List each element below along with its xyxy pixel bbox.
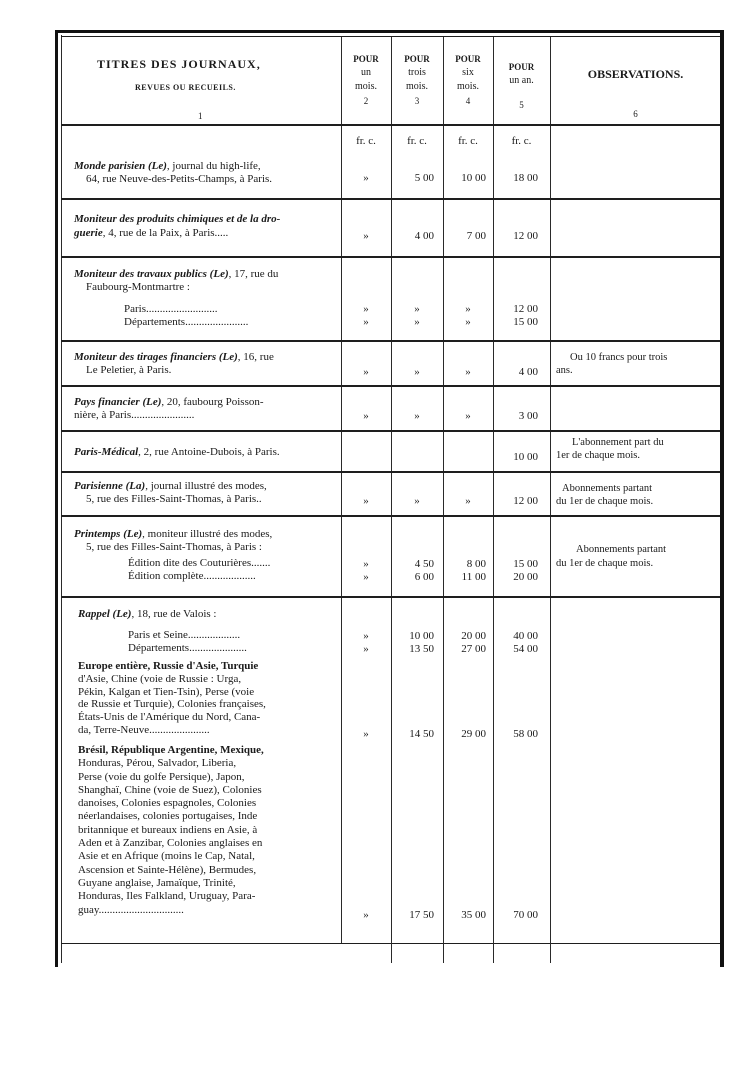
col5-header: POUR un an. 5 [508,62,535,110]
row-rule [61,256,720,258]
rappel-sub2-c2: » [363,643,369,655]
rappel-sub2-c5: 54 00 [513,643,538,655]
europe-c5: 58 00 [513,728,538,740]
row-rule [61,515,720,517]
parisienne-c4: » [465,495,471,507]
entry-trav-line1: Moniteur des travaux publics (Le), 17, rue du [74,268,279,280]
rappel-sub1-c5: 40 00 [513,630,538,642]
entry-printemps-sub1: Édition dite des Couturières....... [128,557,271,569]
row-rule [61,385,720,387]
monde-c5: 18 00 [513,172,538,184]
parismed-c5: 10 00 [513,451,538,463]
entry-tir-line1: Moniteur des tirages financiers (Le), 16, rue [74,351,274,363]
entry-parismed-line1: Paris-Médical, 2, rue Antoine-Dubois, à Paris. [74,446,280,458]
tir-obs1: Ou 10 francs pour trois [570,352,668,363]
chim-c5: 12 00 [513,230,538,242]
entry-trav-sub2: Départements....................... [124,316,249,328]
tir-c5: 4 00 [518,366,538,378]
parismed-obs2: 1er de chaque mois. [556,450,640,461]
chim-c3: 4 00 [414,230,434,242]
left-border [55,31,58,967]
bresil-c4: 35 00 [461,909,486,921]
entry-printemps-line1: Printemps (Le), moniteur illustré des modes, [74,528,273,540]
trav-sub2-c2: » [363,316,369,328]
printemps-obs2: du 1er de chaque mois. [556,558,654,569]
rappel-sub1-c4: 20 00 [461,630,486,642]
monde-c2: » [363,172,369,184]
tir-c3: » [414,366,420,378]
printemps-sub1-c5: 15 00 [513,558,538,570]
entry-pays-line2: nière, à Paris....................... [74,409,195,421]
parisienne-c2: » [363,495,369,507]
entry-chim-line1: Moniteur des produits chimiques et de la dro- [74,213,281,225]
rappel-sub1-c2: » [363,630,369,642]
parisienne-obs2: du 1er de chaque mois. [556,496,654,507]
trav-sub2-c4: » [465,316,471,328]
printemps-sub1-c2: » [363,558,369,570]
unit-col5: fr. c. [511,135,532,147]
right-border [720,31,724,967]
trav-sub1-c2: » [363,303,369,315]
printemps-sub2-c3: 6 00 [414,571,434,583]
printemps-sub2-c4: 11 00 [461,571,486,583]
rappel-bresil-block: Brésil, République Argentine, Mexique, Honduras, Pérou, Salvador, Liberia, Perse (voie du golfe Persique), Japon, Shanghaï, Chine (voie de Suez), Colonies danoises, Colonies espagnoles, Colonies néerlandaises, colonies portugaises, Inde britannique et bureaux indiens en Asie, à Aden et à Zanzibar, Colonies anglaises en Asie et en Afrique (moins le Cap, Natal, Ascension et Sainte-Hélène), Bermudes, Guyane anglaise, Jamaïque, Trinité, Honduras, Iles Falkland, Uruguay, Para- guay............................... [78,744,264,916]
col-divider-5 [550,37,551,963]
entry-parisienne-line1: Parisienne (La), journal illustré des modes, [74,480,267,492]
monde-c4: 10 00 [461,172,486,184]
unit-col3: fr. c. [407,135,427,147]
tir-c4: » [465,366,471,378]
col6-number: 6 [633,109,638,119]
col2-header: POUR un mois. 2 [353,54,379,106]
bresil-c5: 70 00 [513,909,538,921]
entry-rappel-line1: Rappel (Le), 18, rue de Valois : [78,608,217,620]
entry-pays-line1: Pays financier (Le), 20, faubourg Poisson- [74,396,264,408]
col4-header: POUR six mois. 4 [455,54,481,106]
entry-rappel-sub1: Paris et Seine................... [128,629,241,641]
pays-c5: 3 00 [518,410,538,422]
entry-monde-line2: 64, rue Neuve-des-Petits-Champs, à Paris. [86,173,273,185]
monde-c3: 5 00 [414,172,434,184]
row-rule [61,471,720,473]
unit-col2: fr. c. [356,135,376,147]
parisienne-c5: 12 00 [513,495,538,507]
entry-parisienne-line2: 5, rue des Filles-Saint-Thomas, à Paris.. [86,493,262,505]
printemps-sub2-c2: » [363,571,369,583]
row-rule [61,340,720,342]
col6-title: OBSERVATIONS. [587,67,684,81]
col1-subtitle: REVUES OU RECUEILS. [135,83,236,92]
entry-trav-sub1: Paris.......................... [124,303,218,315]
col1-number: 1 [198,111,203,121]
printemps-obs1: Abonnements partant [576,544,667,555]
parisienne-c3: » [414,495,420,507]
entry-trav-line2: Faubourg-Montmartre : [86,281,190,293]
printemps-sub2-c5: 20 00 [513,571,538,583]
printemps-sub1-c4: 8 00 [466,558,486,570]
tir-obs2: ans. [556,365,573,376]
trav-sub1-c4: » [465,303,471,315]
entry-printemps-sub2: Édition complète................... [128,570,256,582]
col1-title: TITRES DES JOURNAUX, [97,57,261,71]
europe-c3: 14 50 [409,728,434,740]
entry-rappel-sub2: Départements..................... [128,642,247,654]
trav-sub2-c3: » [414,316,420,328]
row-rule [61,430,720,432]
rappel-sub2-c3: 13 50 [409,643,434,655]
chim-c4: 7 00 [466,230,486,242]
col3-header: POUR trois mois. 3 [404,54,430,106]
entry-tir-line2: Le Peletier, à Paris. [86,364,172,376]
entry-monde-line1: Monde parisien (Le), journal du high-life, [74,160,261,172]
row-rule [61,596,720,598]
trav-sub2-c5: 15 00 [513,316,538,328]
rappel-europe-block: Europe entière, Russie d'Asie, Turquie d'Asie, Chine (voie de Russie : Urga, Pékin, Kalgan et Tien-Tsin), Perse (voie de Russie et Turquie), Colonies françaises, États-Unis de l'Amérique du Nord, Cana- da, Terre-Neuve...................... [78,660,266,736]
bresil-c2: » [363,909,369,921]
parismed-obs1: L'abonnement part du [572,437,664,448]
row-rule [61,198,720,200]
chim-c2: » [363,230,369,242]
unit-col4: fr. c. [458,135,478,147]
pays-c4: » [465,410,471,422]
entry-chim-line2: guerie, 4, rue de la Paix, à Paris..... [74,227,229,239]
europe-c4: 29 00 [461,728,486,740]
bresil-c3: 17 50 [409,909,434,921]
tir-c2: » [363,366,369,378]
rappel-sub2-c4: 27 00 [461,643,486,655]
left-border-inner [61,35,62,963]
pays-c3: » [414,410,420,422]
rappel-sub1-c3: 10 00 [409,630,434,642]
trav-sub1-c5: 12 00 [513,303,538,315]
parisienne-obs1: Abonnements partant [562,483,653,494]
printemps-sub1-c3: 4 50 [414,558,434,570]
europe-c2: » [363,728,369,740]
trav-sub1-c3: » [414,303,420,315]
entry-printemps-line2: 5, rue des Filles-Saint-Thomas, à Paris : [86,541,262,553]
top-border [55,30,724,33]
pays-c2: » [363,410,369,422]
header-rule [61,124,720,126]
